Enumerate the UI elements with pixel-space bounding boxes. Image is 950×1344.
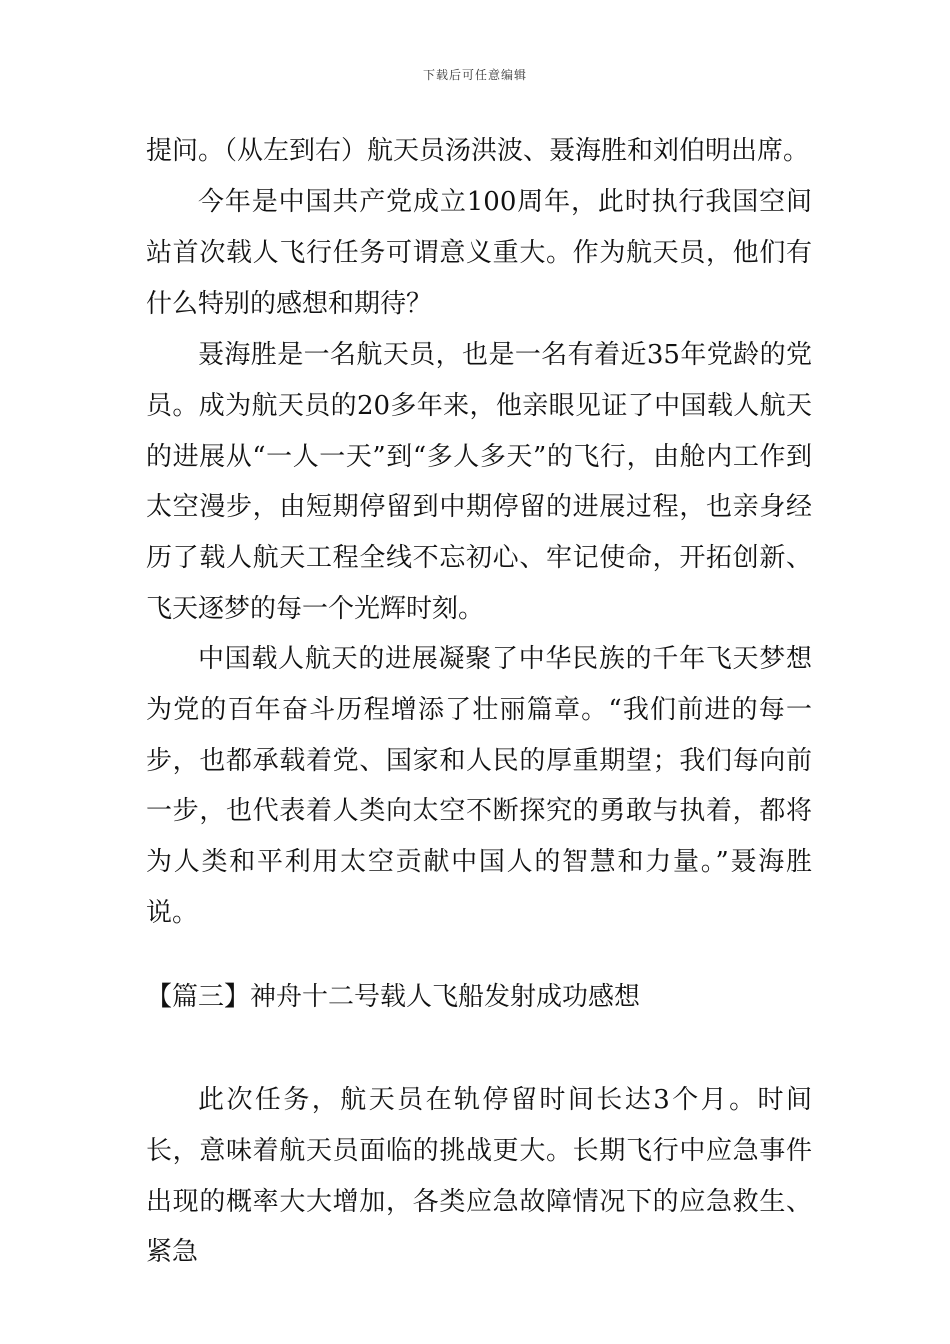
- paragraph: 中国载人航天的进展凝聚了中华民族的千年飞天梦想为党的百年奋斗历程增添了壮丽篇章。“我们前进的每一步，也都承载着党、国家和人民的厚重期望；我们每向前一步，也代表着人类向太空不断探究的勇敢与执着，都将为人类和平利用太空贡献中国人的智慧和力量。”聂海胜说。: [146, 644, 812, 928]
- section-heading: 【篇三】神舟十二号载人飞船发射成功感想: [146, 982, 641, 1012]
- paragraph: 聂海胜是一名航天员，也是一名有着近35年党龄的党员。成为航天员的20多年来，他亲眼见证了中国载人航天的进展从“一人一天”到“多人多天”的飞行，由舱内工作到太空漫步，由短期停留到中期停留的进展过程，也亲身经历了载人航天工程全线不忘初心、牢记使命，开拓创新、飞天逐梦的每一个光辉时刻。: [146, 340, 812, 624]
- paragraph: 提问。（从左到右）航天员汤洪波、聂海胜和刘伯明出席。: [146, 136, 810, 166]
- paragraph: 今年是中国共产党成立100周年，此时执行我国空间站首次载人飞行任务可谓意义重大。作为航天员，他们有什么特别的感想和期待？: [146, 187, 812, 319]
- page-header-note: 下载后可任意编辑: [422, 68, 527, 82]
- section-paragraph: 此次任务，航天员在轨停留时间长达3个月。时间长，意味着航天员面临的挑战更大。长期飞行中应急事件出现的概率大大增加，各类应急故障情况下的应急救生、紧急: [146, 1085, 812, 1268]
